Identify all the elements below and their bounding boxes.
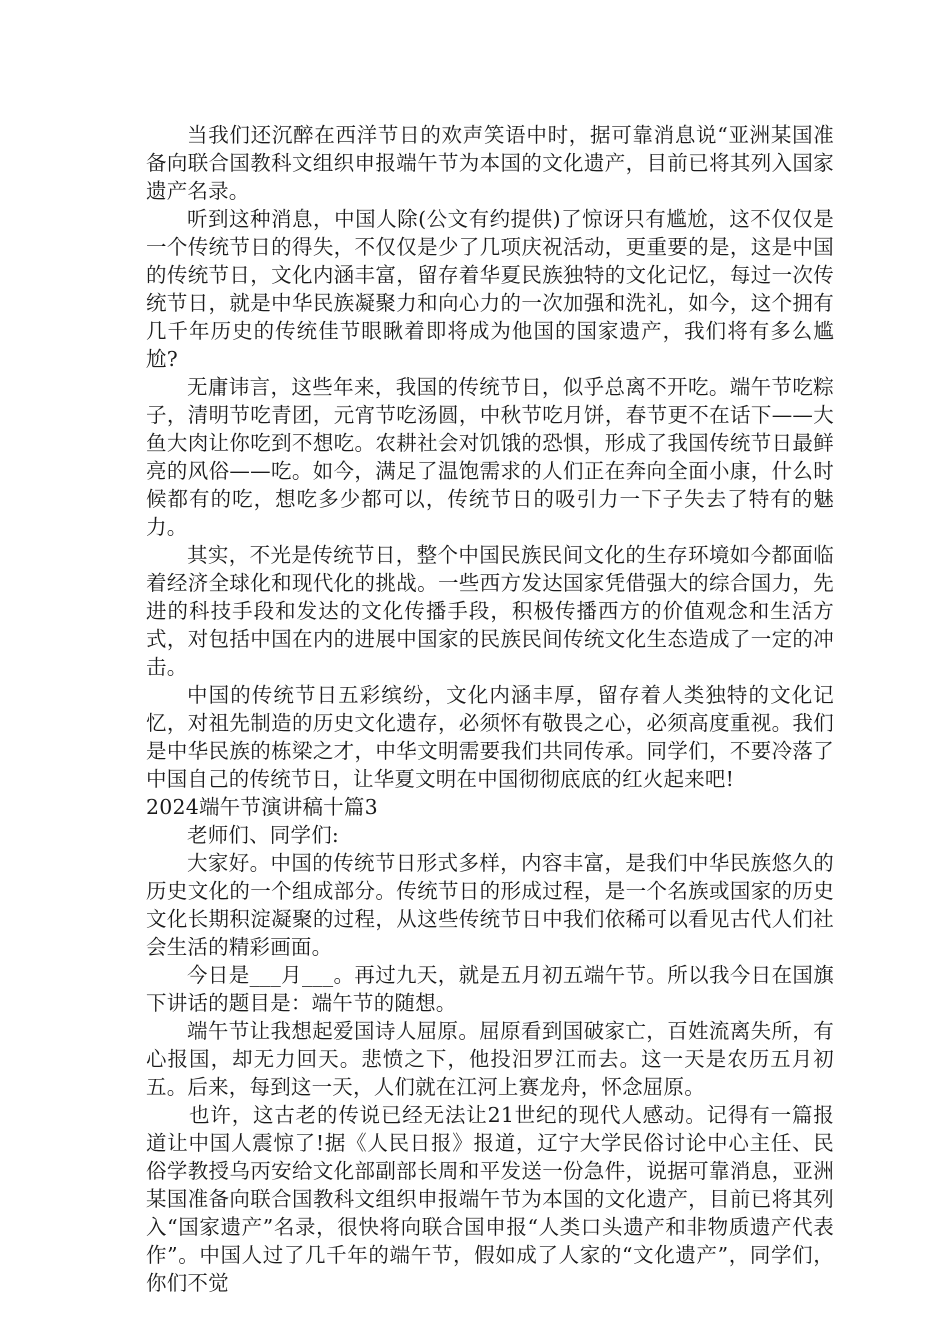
paragraph-9: 也许，这古老的传说已经无法让21世纪的现代人感动。记得有一篇报道让中国人震惊了!据《人民日报》报道，辽宁大学民俗讨论中心主任、民俗学教授乌丙安给文化部副部长周和平发送一份急件，说据可靠消息，亚洲某国准备向联合国教科文组织申报端午节为本国的文化遗产，目前已将其列入“国家遗产”名录，很快将向联合国申报“人类口头遗产和非物质遗产代表作”。中国人过了几千年的端午节，假如成了人家的“文化遗产”，同学们，你们不觉 <box>146 1103 834 1295</box>
document-body <box>146 121 834 1297</box>
paragraph-3: 无庸讳言，这些年来，我国的传统节日，似乎总离不开吃。端午节吃粽子，清明节吃青团，元宵节吃汤圆，中秋节吃月饼，春节更不在话下——大鱼大肉让你吃到不想吃。农耕社会对饥饿的恐惧，形成了我国传统节日最鲜亮的风俗——吃。如今，满足了温饱需求的人们正在奔向全面小康，什么时候都有的吃，想吃多少都可以，传统节日的吸引力一下子失去了特有的魅力。 <box>146 375 834 539</box>
paragraph-4: 其实，不光是传统节日，整个中国民族民间文化的生存环境如今都面临着经济全球化和现代化的挑战。一些西方发达国家凭借强大的综合国力，先进的科技手段和发达的文化传播手段，积极传播西方的价值观念和生活方式，对包括中国在内的进展中国家的民族民间传统文化生态造成了一定的冲击。 <box>146 543 834 679</box>
section-heading: 2024端午节演讲稿十篇3 <box>146 795 378 819</box>
paragraph-5: 中国的传统节日五彩缤纷，文化内涵丰厚，留存着人类独特的文化记忆，对祖先制造的历史文化遗存，必须怀有敬畏之心，必须高度重视。我们是中华民族的栋梁之才，中华文明需要我们共同传承。同学们，不要冷落了中国自己的传统节日，让华夏文明在中国彻彻底底的红火起来吧! <box>146 683 834 791</box>
paragraph-2: 听到这种消息，中国人除(公文有约提供)了惊讶只有尴尬，这不仅仅是一个传统节日的得失，不仅仅是少了几项庆祝活动，更重要的是，这是中国的传统节日，文化内涵丰富，留存着华夏民族独特的文化记忆，每过一次传统节日，就是中华民族凝聚力和向心力的一次加强和洗礼，如今，这个拥有几千年历史的传统佳节眼瞅着即将成为他国的国家遗产，我们将有多么尴尬? <box>146 207 834 371</box>
paragraph-7: 今日是___月___。再过九天，就是五月初五端午节。所以我今日在国旗下讲话的题目是：端午节的随想。 <box>146 963 834 1015</box>
salutation: 老师们、同学们: <box>187 823 340 847</box>
paragraph-6: 大家好。中国的传统节日形式多样，内容丰富，是我们中华民族悠久的历史文化的一个组成部分。传统节日的形成过程，是一个名族或国家的历史文化长期积淀凝聚的过程，从这些传统节日中我们依稀可以看见古代人们社会生活的精彩画面。 <box>146 851 834 959</box>
paragraph-1: 当我们还沉醉在西洋节日的欢声笑语中时，据可靠消息说“亚洲某国准备向联合国教科文组织申报端午节为本国的文化遗产，目前已将其列入国家遗产名录。 <box>146 123 834 203</box>
paragraph-8: 端午节让我想起爱国诗人屈原。屈原看到国破家亡，百姓流离失所，有心报国，却无力回天。悲愤之下，他投汨罗江而去。这一天是农历五月初五。后来，每到这一天，人们就在江河上赛龙舟，怀念屈原。 <box>146 1019 834 1099</box>
